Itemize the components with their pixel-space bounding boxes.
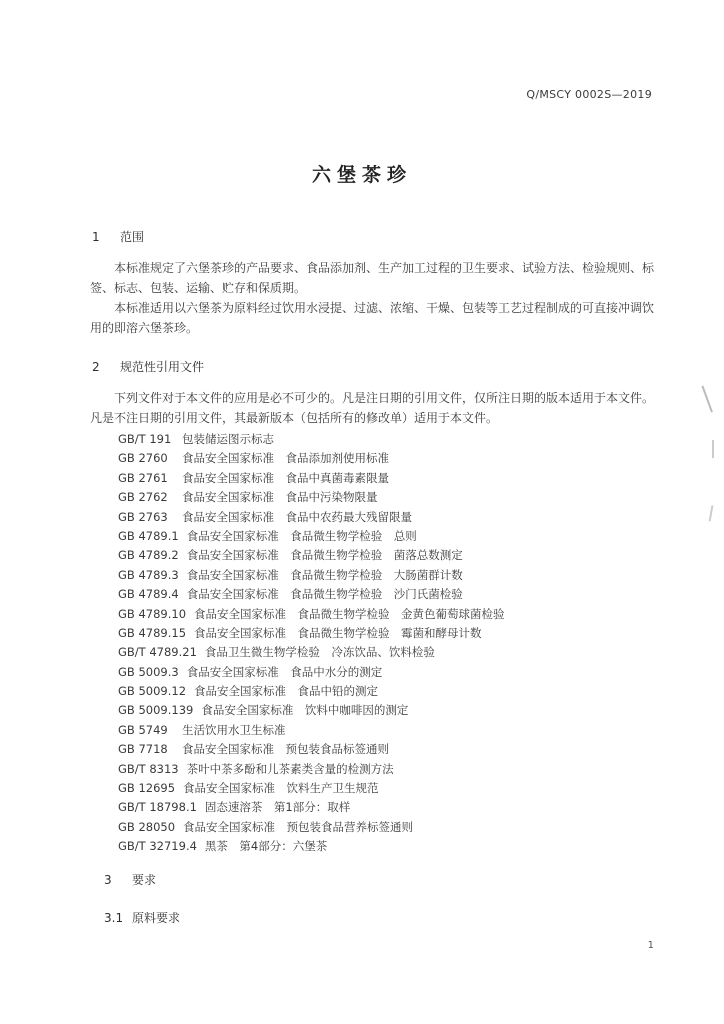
reference-code: GB 2761: [118, 470, 168, 485]
reference-code: GB 12695: [118, 781, 176, 796]
reference-item: [118, 624, 505, 643]
reference-item: [118, 469, 505, 488]
section-number: 3: [104, 873, 112, 887]
reference-title: 食品安全国家标准 食品微生物学检验 沙门氏菌检验: [186, 587, 463, 602]
reference-title: 食品安全国家标准 食品微生物学检验 金黄色葡萄球菌检验: [194, 606, 505, 621]
reference-item: [118, 818, 505, 837]
reference-item: [118, 837, 505, 856]
reference-item: [118, 740, 505, 759]
reference-code: GB/T 8313: [118, 761, 179, 776]
reference-code: GB 2760: [118, 451, 168, 466]
scan-edge-mark: [701, 383, 718, 412]
reference-code: GB 5009.139: [118, 703, 194, 718]
section-number: 3.1: [104, 911, 124, 925]
reference-item: [118, 760, 505, 779]
page-number: 1: [647, 940, 654, 951]
reference-code: GB/T 4789.21: [118, 645, 197, 660]
reference-title: 食品安全国家标准 饮料生产卫生规范: [183, 781, 379, 796]
section-3-heading: [104, 871, 156, 888]
reference-item: [118, 643, 505, 662]
section-number: 2: [92, 360, 100, 374]
scope-paragraph-1: 本标准规定了六堡茶珍的产品要求、食品添加剂、生产加工过程的卫生要求、试验方法、检验规则、标签、标志、包装、运输、贮存和保质期。: [90, 261, 655, 295]
reference-title: 食品安全国家标准 食品中水分的测定: [186, 664, 383, 679]
reference-title: 食品安全国家标准 预包装食品标签通则: [182, 742, 389, 757]
reference-code: GB/T 32719.4: [118, 839, 197, 854]
scope-paragraph-2: 本标准适用以六堡茶为原料经过饮用水浸提、过滤、浓缩、干燥、包装等工艺过程制成的可直接冲调饮用的即溶六堡茶珍。: [90, 301, 655, 335]
reference-code: GB 4789.1: [118, 528, 179, 543]
reference-item: [118, 663, 505, 682]
reference-title: 食品卫生微生物学检验 冷冻饮品、饮料检验: [204, 645, 435, 660]
scan-edge-mark: [712, 440, 718, 458]
reference-item: [118, 721, 505, 740]
reference-item: [118, 508, 505, 527]
reference-title: 食品安全国家标准 食品添加剂使用标准: [182, 451, 389, 466]
reference-item: [118, 527, 505, 546]
reference-item: [118, 585, 505, 604]
reference-item: [118, 798, 505, 817]
reference-code: GB 4789.15: [118, 625, 187, 640]
section-1-heading: [92, 228, 144, 245]
reference-title: 茶叶中茶多酚和儿茶素类含量的检测方法: [186, 761, 394, 776]
reference-item: [118, 605, 505, 624]
reference-code: GB 28050: [118, 819, 176, 834]
reference-title: 食品安全国家标准 食品微生物学检验 菌落总数测定: [186, 548, 463, 563]
document-title: 六堡茶珍: [311, 164, 412, 186]
reference-item: [118, 566, 505, 585]
reference-title: 食品安全国家标准 食品微生物学检验 霉菌和酵母计数: [194, 625, 482, 640]
reference-title: 食品安全国家标准 食品微生物学检验 大肠菌群计数: [186, 567, 463, 582]
reference-title: 食品安全国家标准 食品中农药最大残留限量: [182, 509, 412, 524]
section-2-heading: [92, 358, 204, 375]
reference-item: [118, 701, 505, 720]
reference-item: [118, 546, 505, 565]
reference-code: GB 4789.3: [118, 567, 179, 582]
section-title: 原料要求: [132, 911, 181, 925]
reference-code: GB 5009.3: [118, 664, 179, 679]
reference-title: 食品安全国家标准 饮料中咖啡因的测定: [201, 703, 409, 718]
section-title: 要求: [132, 873, 157, 887]
reference-title: 包装储运图示标志: [182, 432, 274, 446]
section-title: 范围: [120, 230, 145, 244]
scan-edge-mark: [709, 505, 722, 522]
reference-title: 食品安全国家标准 食品微生物学检验 总则: [186, 528, 417, 543]
reference-code: GB/T 18798.1: [118, 800, 197, 815]
reference-code: GB 7718: [118, 742, 168, 757]
section-3-1-heading: [104, 909, 180, 926]
reference-title: 食品安全国家标准 食品中铅的测定: [194, 684, 379, 699]
reference-title: 生活饮用水卫生标准: [182, 722, 286, 737]
reference-code: GB 2763: [118, 509, 168, 524]
reference-title: 食品安全国家标准 食品中污染物限量: [182, 490, 378, 505]
reference-title: 食品安全国家标准 食品中真菌毒素限量: [182, 470, 389, 485]
reference-code: GB 5749: [118, 722, 168, 737]
reference-item: [118, 682, 505, 701]
reference-list: [118, 430, 505, 857]
normative-intro-paragraph: 下列文件对于本文件的应用是必不可少的。凡是注日期的引用文件，仅所注日期的版本适用于本文件。凡是不注日期的引用文件，其最新版本（包括所有的修改单）适用于本文件。: [90, 391, 655, 425]
reference-title: 固态速溶茶 第1部分：取样: [204, 800, 351, 815]
reference-code: GB 4789.10: [118, 606, 187, 621]
reference-title: 黑茶 第4部分：六堡茶: [204, 839, 328, 854]
reference-code: GB 4789.2: [118, 548, 179, 563]
reference-title: 食品安全国家标准 预包装食品营养标签通则: [183, 819, 414, 834]
reference-code: GB/T 191: [118, 432, 172, 446]
section-title: 规范性引用文件: [120, 360, 205, 374]
reference-item: [118, 488, 505, 507]
reference-item: [118, 430, 505, 449]
reference-item: [118, 779, 505, 798]
reference-code: GB 4789.4: [118, 587, 179, 602]
standard-code: Q/MSCY 0002S—2019: [526, 88, 652, 101]
reference-item: [118, 449, 505, 468]
reference-code: GB 2762: [118, 490, 168, 505]
reference-code: GB 5009.12: [118, 684, 187, 699]
section-number: 1: [92, 230, 100, 244]
